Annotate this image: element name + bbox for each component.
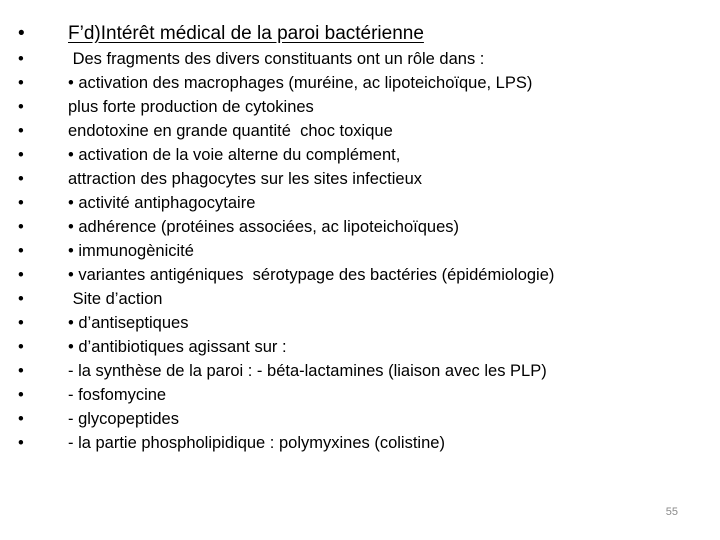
bullet-icon: • [18,23,25,44]
list-item [18,95,554,119]
list-item-text: endotoxine en grande quantité choc toxique [68,122,393,140]
bullet-icon: • [18,290,24,308]
list-item [18,431,554,455]
bullet-icon: • [18,242,24,260]
list-item-text: • variantes antigéniques sérotypage des bactéries (épidémiologie) [68,266,555,284]
list-item [18,191,554,215]
bullet-icon: • [18,314,24,332]
list-item [18,143,554,167]
bullet-icon: • [18,410,24,428]
list-item [18,407,554,431]
slide-title: F’d)Intérêt médical de la paroi bactérienne [68,23,424,44]
list-item [18,359,554,383]
list-item-text: Des fragments des divers constituants ont un rôle dans : [68,50,485,68]
bullet-icon: • [18,218,24,236]
page-number: 55 [665,506,678,518]
bullet-icon: • [18,170,24,188]
bullet-icon: • [18,50,24,68]
list-item-text: - la partie phospholipidique : polymyxines (colistine) [68,434,445,452]
list-item-text: - glycopeptides [68,410,179,428]
list-item-text: • activation des macrophages (muréine, ac lipoteichoïque, LPS) [68,74,533,92]
list-item-text: • d’antibiotiques agissant sur : [68,338,287,356]
list-item-text: • immunogènicité [68,242,194,260]
bullet-icon: • [18,266,24,284]
list-item [18,263,554,287]
list-item [18,47,554,71]
bullet-icon: • [18,338,24,356]
bullet-icon: • [18,434,24,452]
list-item [18,71,554,95]
list-item-text: • d’antiseptiques [68,314,189,332]
list-item-text: - fosfomycine [68,386,167,404]
list-item [18,167,554,191]
list-item-text: plus forte production de cytokines [68,98,314,116]
list-item [18,239,554,263]
bullet-icon: • [18,194,24,212]
list-item [18,215,554,239]
bullet-icon: • [18,362,24,380]
list-item-text: • activation de la voie alterne du complément, [68,146,401,164]
bullet-icon: • [18,122,24,140]
bullet-icon: • [18,146,24,164]
list-item [18,335,554,359]
list-item [18,119,554,143]
list-item-text: • activité antiphagocytaire [68,194,256,212]
bullet-list [18,47,554,455]
list-item-text: - la synthèse de la paroi : - béta-lactamines (liaison avec les PLP) [68,362,547,380]
list-item-text: Site d’action [68,290,163,308]
bullet-icon: • [18,98,24,116]
bullet-icon: • [18,386,24,404]
title-row [18,21,424,47]
list-item [18,311,554,335]
list-item-text: • adhérence (protéines associées, ac lipoteichoïques) [68,218,460,236]
bullet-icon: • [18,74,24,92]
list-item [18,287,554,311]
list-item [18,383,554,407]
list-item-text: attraction des phagocytes sur les sites infectieux [68,170,423,188]
